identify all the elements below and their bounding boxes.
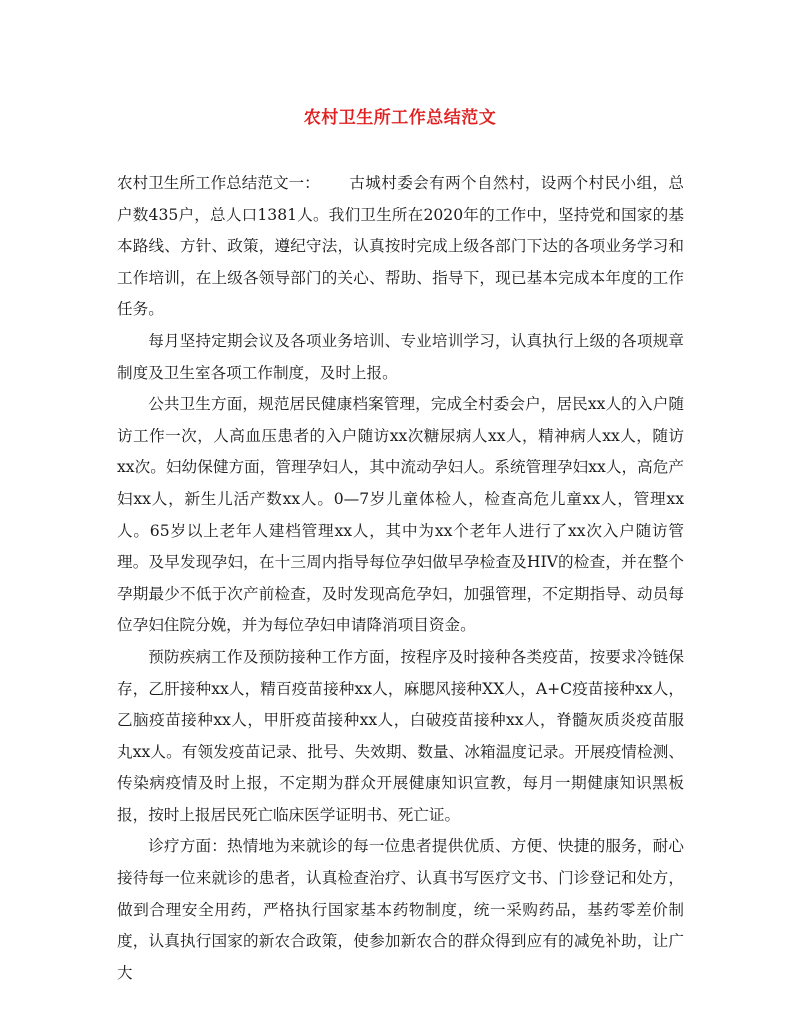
paragraph-1 <box>117 168 684 326</box>
paragraph-2: 每月坚持定期会议及各项业务培训、专业培训学习，认真执行上级的各项规章制度及卫生室各项工作制度，及时上报。 <box>117 331 684 382</box>
document-body <box>117 168 684 989</box>
paragraph-1-text: 古城村委会有两个自然村，设两个村民小组，总户数435户，总人口1381人。我们卫生所在2020年的工作中，坚持党和国家的基本路线、方针、政策，遵纪守法，认真按时完成上级各部门下达的各项业务学习和工作培训，在上级各领导部门的关心、帮助、指导下，现已基本完成本年度的工作任务。 <box>117 174 684 319</box>
lead-label: 农村卫生所工作总结范文一： <box>117 174 320 192</box>
paragraph-5: 诊疗方面：热情地为来就诊的每一位患者提供优质、方便、快捷的服务，耐心接待每一位来就诊的患者，认真检查治疗、认真书写医疗文书、门诊登记和处方，做到合理安全用药，严格执行国家基本药物制度，统一采购药品，基药零差价制度，认真执行国家的新农合政策，使参加新农合的群众得到应有的减免补助，让广大 <box>117 837 684 982</box>
paragraph-4: 预防疾病工作及预防接种工作方面，按程序及时接种各类疫苗，按要求冷链保存，乙肝接种xx人，精百疫苗接种xx人，麻腮风接种XX人，A+C疫苗接种xx人，乙脑疫苗接种xx人，甲肝疫苗接种xx人，白破疫苗接种xx人，脊髓灰质炎疫苗服丸xx人。有领发疫苗记录、批号、失效期、数量、冰箱温度记录。开展疫情检测、传染病疫情及时上报，不定期为群众开展健康知识宣教，每月一期健康知识黑板报，按时上报居民死亡临床医学证明书、死亡证。 <box>117 647 684 824</box>
document-title: 农村卫生所工作总结范文 <box>303 108 497 128</box>
paragraph-3: 公共卫生方面，规范居民健康档案管理，完成全村委会户，居民xx人的入户随访工作一次，人高血压患者的入户随访xx次糖尿病人xx人，精神病人xx人，随访xx次。妇幼保健方面，管理孕妇人，其中流动孕妇人。系统管理孕妇xx人，高危产妇xx人，新生儿活产数xx人。0—7岁儿童体检人，检查高危儿童xx人，管理xx人。65岁以上老年人建档管理xx人，其中为xx个老年人进行了xx次入户随访管理。及早发现孕妇，在十三周内指导每位孕妇做早孕检查及HIV的检查，并在整个孕期最少不低于次产前检查，及时发现高危孕妇，加强管理，不定期指导、动员每位孕妇住院分娩，并为每位孕妇申请降消项目资金。 <box>117 395 684 635</box>
